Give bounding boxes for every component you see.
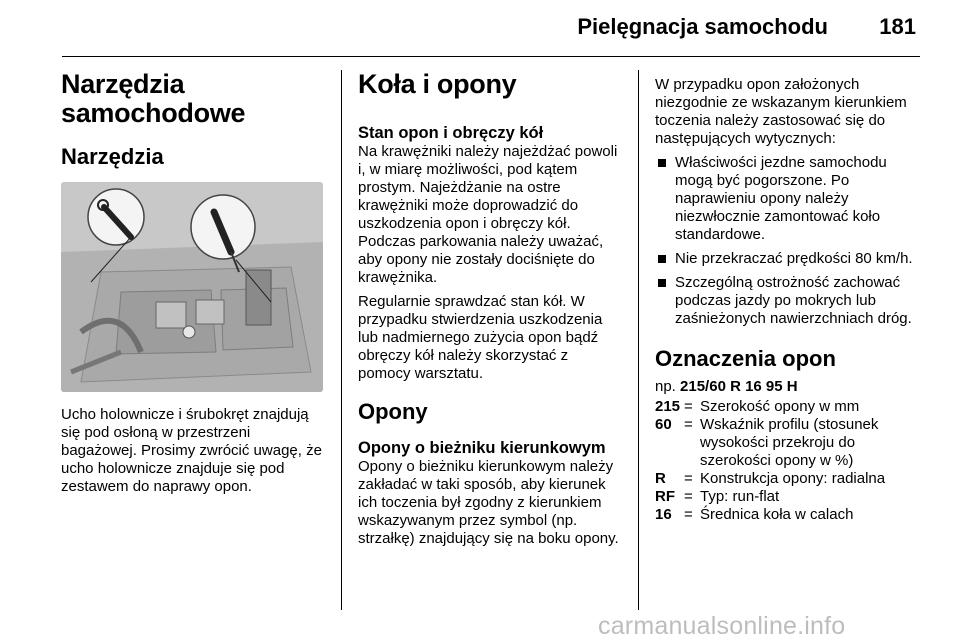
table-row: 215 = Szerokość opony w mm xyxy=(655,398,860,415)
subsection-title-directional: Opony o bieżniku kierunkowym xyxy=(358,439,606,457)
table-row: R = Konstrukcja opony: radialna xyxy=(655,470,886,487)
example-value: 215/60 R 16 95 H xyxy=(680,378,798,395)
column-wheels xyxy=(358,70,624,548)
marking-spec-table xyxy=(655,398,921,524)
bullet-square-icon xyxy=(658,279,666,287)
list-item: Właściwości jezdne samochodu mogą być pogorszone. Po naprawieniu opony należy niezwłocznie zamontować koło standardowe. xyxy=(655,154,921,244)
table-row: 16 = Średnica koła w calach xyxy=(655,506,854,523)
tools-caption: Ucho holownicze i śrubokręt znajdują się pod osłoną w przestrzeni bagażowej. Prosimy zwrócić uwagę, że ucho holownicze znajduje się pod zestawem do naprawy opon. xyxy=(61,406,322,495)
example-prefix: np. xyxy=(655,378,676,395)
table-row: 60 = Wskaźnik profilu (stosunek wysokości przekroju do szerokości opony w %) xyxy=(655,416,879,469)
bullet-square-icon xyxy=(658,159,666,167)
guidelines-list xyxy=(655,154,921,328)
header-rule xyxy=(62,56,920,57)
column-tools xyxy=(61,70,327,496)
marking-example xyxy=(655,378,921,396)
list-item: Szczególną ostrożność zachować podczas jazdy po mokrych lub zaśnieżonych nawierzchniach dróg. xyxy=(655,274,921,328)
column-divider-2 xyxy=(638,70,639,610)
paragraph-directional: Opony o bieżniku kierunkowym należy zakładać w taki sposób, aby kierunek ich toczenia był zgodny z kierunkiem wskazywanym przez symbol (np. strzałkę) znajdujący się na boku opony. xyxy=(358,458,619,547)
subsection-title-condition: Stan opon i obręczy kół xyxy=(358,124,544,142)
paragraph-curbs: Na krawężniki należy najeżdżać powoli i, w miarę możliwości, pod kątem prostym. Najeżdżanie na ostre krawężniki może doprowadzić do uszkodzenia opon i obręczy kół. Podczas parkowania należy uważać, aby opony nie zostały dociśnięte do krawężnika. xyxy=(358,143,618,286)
list-item: Nie przekraczać prędkości 80 km/h. xyxy=(655,250,921,268)
section-title-wheels: Koła i opony xyxy=(358,69,517,99)
table-row: RF = Typ: run-flat xyxy=(655,488,780,505)
subsection-title-tyres: Opony xyxy=(358,399,428,424)
subsection-title-tools: Narzędzia xyxy=(61,144,164,169)
bullet-square-icon xyxy=(658,255,666,263)
column-guidelines xyxy=(655,76,921,524)
watermark: carmanualsonline.info xyxy=(598,612,846,640)
section-title-tools: Narzędzia samochodowe xyxy=(61,69,246,128)
header-title: Pielęgnacja samochodu xyxy=(577,14,828,39)
column-divider-1 xyxy=(341,70,342,610)
page-number: 181 xyxy=(879,14,916,39)
paragraph-inspection: Regularnie sprawdzać stan kół. W przypadku stwierdzenia uszkodzenia lub nadmiernego zużycia opon bądź obręczy kół należy skorzystać z pomocy warsztatu. xyxy=(358,293,603,382)
paragraph-guidelines-intro: W przypadku opon założonych niezgodnie ze wskazanym kierunkiem toczenia należy zastosować się do następujących wytycznych: xyxy=(655,76,907,147)
tools-photo xyxy=(61,182,323,392)
section-title-markings: Oznaczenia opon xyxy=(655,346,836,371)
trunk-tools-illustration xyxy=(61,182,323,392)
